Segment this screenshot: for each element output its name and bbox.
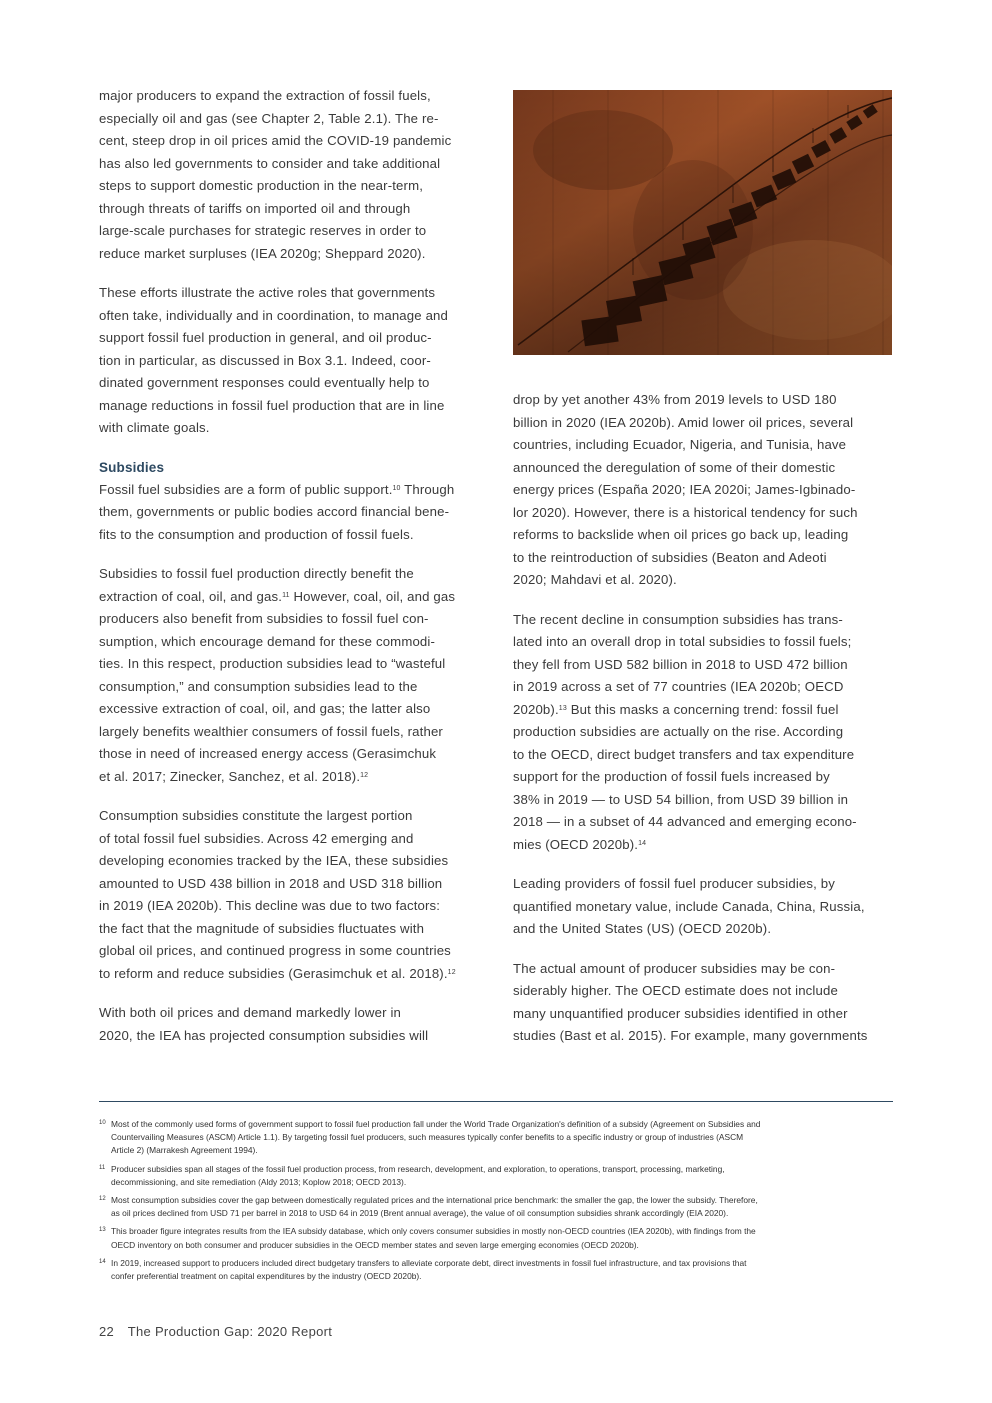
section-heading-subsidies: Subsidies [99,459,165,475]
footnote-number: 13 [99,1227,106,1234]
body-paragraph: With both oil prices and demand markedly lower in 2020, the IEA has projected consumption subsidies will [99,1005,429,1043]
footnote-text: In 2019, increased support to producers included direct budgetary transfers to alleviate corporate debt, direct investments in fossil fuel infrastructure, and tax provisions that confer preferential treatment on capital expenditures by the industry (OECD 2020b). [111,1257,747,1282]
photo-image [513,90,892,355]
footnote [99,1194,893,1220]
body-paragraph: drop by yet another 43% from 2019 levels to USD 180 billion in 2020 (IEA 2020b). Amid lower oil prices, several countries, including Ecuador, Nigeria, and Tunisia, have announced the deregulation of some of their domestic energy prices (España 2020; IEA 2020i; James-Igbinado- lor 2020). However, there is a historical tendency for such reforms to backslide when oil prices go back up, leading to the reintroduction of subsidies (Beaton and Adeoti 2020; Mahdavi et al. 2020). [513,392,858,587]
footnote-ref[interactable]: 12 [447,968,456,976]
photo-rusted-tank-staircase [513,90,892,355]
footnote-number: 14 [99,1258,106,1265]
footnote-ref[interactable]: 11 [282,591,290,599]
footnote [99,1257,893,1283]
body-paragraph: The actual amount of producer subsidies may be con- siderably higher. The OECD estimate does not include many unquantified producer subsidies identified in other studies (Bast et al. 2015). For example, many governments [513,960,868,1043]
body-paragraph: Leading providers of fossil fuel producer subsidies, by quantified monetary value, include Canada, China, Russia, and the United States (US) (OECD 2020b). [513,876,865,936]
body-paragraph: These efforts illustrate the active roles that governments often take, individually and in coordination, to manage and support fossil fuel production in general, and oil produc- tion in particular, as discussed in Box 3.1. Indeed, coor- dinated government responses could eventually help to manage reductions in fossil fuel production that are in line with climate goals. [99,285,449,435]
left-column [99,85,484,1064]
footnote-ref[interactable]: 13 [558,704,567,712]
body-paragraph [513,609,898,857]
paragraph-text: The recent decline in consumption subsidies has trans- lated into an overall drop in total subsidies to fossil fuels; they fell from USD 582 billion in 2018 to USD 472 billion in 2019 across a set of 77 countries (IEA 2020b; OECD 2020b). [513,611,852,717]
footnote [99,1118,893,1158]
paragraph-text: Consumption subsidies constitute the largest portion of total fossil fuel subsidies. Across 42 emerging and developing economies tracked by the IEA, these subsidies amounted to USD 438 billion in 2018 and USD 318 billion in 2019 (IEA 2020b). This decline was due to two factors: the fact that the magnitude of subsidies fluctuates with global oil prices, and continued progress in some countries to reform and reduce subsidies (Gerasimchuk et al. 2018). [99,808,451,981]
right-column [513,389,898,1065]
body-paragraph [99,805,484,985]
body-paragraph [99,563,484,788]
footnote-ref[interactable]: 14 [638,839,647,847]
footnote-divider [99,1101,893,1102]
body-paragraph [99,479,484,547]
paragraph-text: But this masks a concerning trend: fossil fuel production subsidies are actually on the rise. According to the OECD, direct budget transfers and tax expenditure support for the production of fossil fuels increased by 38% in 2019 — to USD 54 billion, from USD 39 billion in 2018 — in a subset of 44 advanced and emerging econo- mies (OECD 2020b). [513,701,857,852]
body-paragraph: major producers to expand the extraction of fossil fuels, especially oil and gas (see Chapter 2, Table 2.1). The re- cent, steep drop in oil prices amid the COVID-19 pandemic has also led governments to consider and take additional steps to support domestic production in the near-term, through threats of tariffs on imported oil and through large-scale purchases for strategic reserves in order to reduce market surpluses (IEA 2020g; Sheppard 2020). [99,88,452,261]
footnote-text: This broader figure integrates results from the IEA subsidy database, which only covers consumer subsidies in mostly non-OECD countries (IEA 2020b), with findings from the OECD inventory on both consumer and producer subsidies in the OECD member states and seven large emerging economies (OECD 2020b). [111,1226,756,1250]
footnote-number: 12 [99,1196,106,1203]
footnote-ref[interactable]: 12 [360,771,369,779]
page-footer [99,1324,332,1339]
footnotes [99,1118,893,1288]
paragraph-text: Through them, governments or public bodies accord financial bene- fits to the consumption and production of fossil fuels. [99,481,455,542]
paragraph-text: Subsidies to fossil fuel production directly benefit the extraction of coal, oil, and gas. [99,566,414,604]
footnote-ref[interactable]: 10 [392,484,401,492]
page-number: 22 [99,1324,115,1339]
footnote-text: Most consumption subsidies cover the gap between domestically regulated prices and the international price benchmark: the smaller the gap, the lower the subsidy. Therefore, as oil prices declined from USD 71 per barrel in 2018 to USD 64 in 2019 (Brent annual average), the value of oil consumption subsidies shrank accordingly (EIA 2020). [111,1195,758,1219]
footnote-number: 11 [99,1164,106,1171]
paragraph-text: Fossil fuel subsidies are a form of public support. [99,481,393,497]
footnote-number: 10 [99,1120,106,1126]
report-title: The Production Gap: 2020 Report [127,1324,333,1339]
footnote [99,1163,893,1189]
footnote-text: Most of the commonly used forms of government support to fossil fuel production fall under the World Trade Organization's definition of a subsidy (Agreement on Subsidies and Countervailing Measures (ASCM) Article 1.1). By targeting fossil fuel producers, such measures typically confer benefits to a specific industry or group of industries (ASCM Article 2) (Marrakesh Agreement 1994). [111,1119,761,1156]
footnote [99,1225,893,1251]
paragraph-text: However, coal, oil, and gas producers also benefit from subsidies to fossil fuel con- sumption, which encourage demand for these commodi- ties. In this respect, production subsidies lead to “wasteful consumption,” and consumption subsidies lead to the excessive extraction of coal, oil, and gas; the latter also largely benefits wealthier consumers of fossil fuels, rather those in need of increased energy access (Gerasimchuk et al. 2017; Zinecker, Sanchez, et al. 2018). [99,588,456,784]
footnote-text: Producer subsidies span all stages of the fossil fuel production process, from research, development, and exploration, to operations, transport, processing, marketing, decommissioning, and site remediation (Aldy 2013; Koplow 2018; OECD 2013). [111,1163,725,1187]
